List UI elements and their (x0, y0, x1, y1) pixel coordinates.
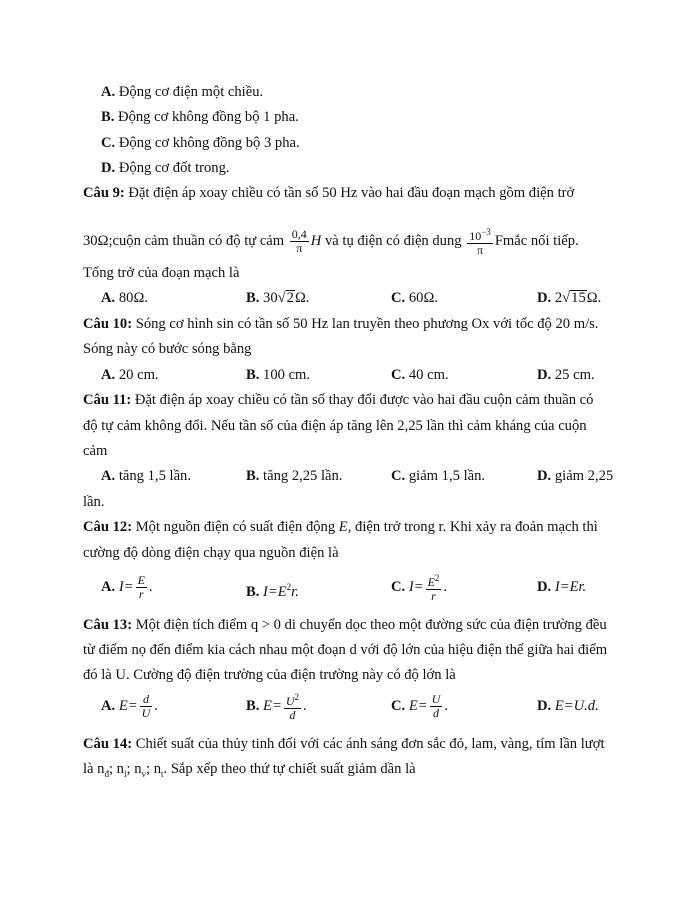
q13-line2: từ điểm nọ đến điểm kia cách nhau một đoạn d với độ lớn của hiệu điện thế giữa hai điểm (83, 642, 608, 658)
q13-label: Câu 13: (83, 617, 133, 633)
q12-option-b: B. $I=E^2r$. (246, 582, 299, 600)
q12-option-d: D. I=Er. (537, 579, 587, 595)
q8-option-a: A. Động cơ điện một chiều. (101, 84, 264, 100)
q11-line2: độ tự cảm không đổi. Nếu tần số của điện áp tăng lên 2,25 lần thì cảm kháng của cuộn (83, 418, 587, 434)
q12-option-a: A. I= $\frac{E}{r}$ . (101, 573, 153, 602)
q9-option-b: B. 30√2Ω. (246, 290, 310, 306)
q8-option-c: C. Động cơ không đồng bộ 3 pha. (101, 135, 300, 151)
q13-option-b: B. E= $\frac{U^2}{d}$ . (246, 692, 307, 723)
q10-option-b: B. 100 cm. (246, 367, 311, 383)
q10-option-a: A. 20 cm. (101, 367, 159, 383)
q12-option-c: C. I= $\frac{E^2}{r}$ . (391, 573, 448, 604)
q8-option-b: B. Động cơ không đồng bộ 1 pha. (101, 109, 299, 125)
q9-option-c: C. 60Ω. (391, 290, 438, 306)
q12-line1: Câu 12: Một nguồn điện có suất điện động E, điện trở trong r. Khi xảy ra đoản mạch thì (83, 519, 598, 535)
q9-line2: 30Ω;cuộn cảm thuần có độ tự cảm $\frac{0,4}{\pi}$ H và tụ điện có điện dung $\frac{10^{-3}}{\pi}$ Fmắc nối tiếp. (83, 227, 579, 257)
q10-option-c: C. 40 cm. (391, 367, 449, 383)
q11-option-d-continued: lần. (83, 494, 105, 510)
q13-line1: Câu 13: Một điện tích điểm q > 0 di chuyển dọc theo một đường sức của điện trường đều (83, 617, 607, 633)
q11-option-a: A. tăng 1,5 lần. (101, 468, 191, 484)
q11-option-b: B. tăng 2,25 lần. (246, 468, 343, 484)
q14-line2: là $n_đ$; $n_l$; $n_v$; $n_t$. Sắp xếp theo thứ tự chiết suất giảm dần là (83, 761, 416, 779)
q10-line1: Câu 10: Sóng cơ hình sin có tần số 50 Hz lan truyền theo phương Ox với tốc độ 20 m/s. (83, 316, 599, 332)
q9-line1: Câu 9: Đặt điện áp xoay chiều có tần số 50 Hz vào hai đầu đoạn mạch gồm điện trở (83, 185, 575, 201)
q9-option-d: D. 2√15Ω. (537, 290, 602, 306)
q13-line3: đó là U. Cường độ điện trường của điện trường này có độ lớn là (83, 667, 456, 683)
q11-line3: cảm (83, 443, 108, 459)
q11-label: Câu 11: (83, 392, 132, 408)
q14-line1: Câu 14: Chiết suất của thủy tinh đối với các ánh sáng đơn sắc đỏ, lam, vàng, tím lần lượt (83, 736, 605, 752)
q10-line2: Sóng này có bước sóng bằng (83, 341, 252, 357)
capacitance-fraction: $\frac{10^{-3}}{\pi}$ (469, 227, 491, 257)
q13-option-c: C. E= $\frac{U}{d}$ . (391, 692, 448, 721)
q13-option-a: A. E= $\frac{d}{U}$ . (101, 692, 158, 721)
q10-label: Câu 10: (83, 316, 133, 332)
q8-option-d: D. Động cơ đốt trong. (101, 160, 230, 176)
q12-label: Câu 12: (83, 519, 133, 535)
q10-option-d: D. 25 cm. (537, 367, 595, 383)
q13-option-d: D. E=U.d. (537, 698, 599, 714)
q12-line2: cường độ dòng điện chạy qua nguồn điện là (83, 545, 339, 561)
q11-option-c: C. giảm 1,5 lần. (391, 468, 486, 484)
q9-line3: Tổng trở của đoạn mạch là (83, 265, 240, 281)
q9-label: Câu 9: (83, 185, 125, 201)
q11-line1: Câu 11: Đặt điện áp xoay chiều có tần số thay đổi được vào hai đầu cuộn cảm thuần có (83, 392, 594, 408)
q11-option-d: D. giảm 2,25 (537, 468, 614, 484)
q9-option-a: A. 80Ω. (101, 290, 148, 306)
q14-label: Câu 14: (83, 736, 133, 752)
inductance-fraction: $\frac{0,4}{\pi}$ (291, 227, 307, 255)
